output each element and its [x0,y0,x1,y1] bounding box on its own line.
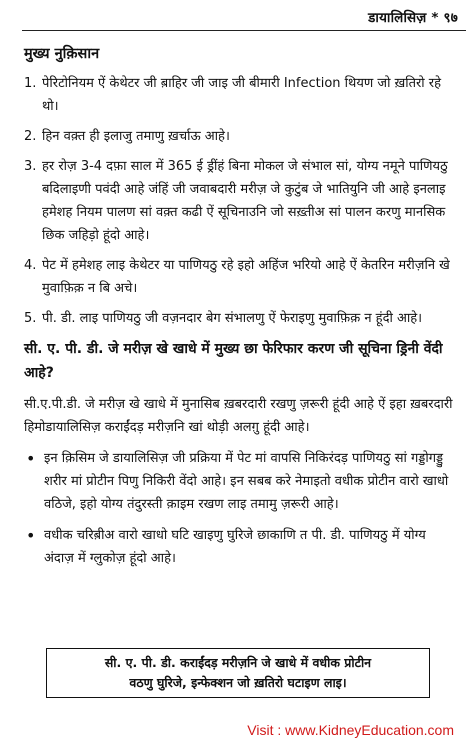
answer-paragraph: सी.ए.पी.डी. जे मरीज़ खे खाधे में मुनासिब ख़बरदारी रखणु ज़रूरी हूंदी आहे ऐं इहा ख़बरदारी हिमोडायालिसिज़ कराईंदड़ मरीज़नि खां थोड़ी अलग़ु हूंदी आहे। [24,397,453,435]
diet-bullets [24,447,454,570]
list-item [24,524,454,570]
item-text: पी. डी. लाइ पाणियठु जी वज़नदार बेग संभालणु ऐं फेराइणु मुवाफ़िक़ न हूंदी आहे। [42,311,423,326]
main-content [24,42,454,578]
highlight-line-2: वठणु घुरिजे, इन्फेक्शन जो ख़तिरो घटाइण लाइ। [129,675,347,690]
item-number: 1. [24,76,37,91]
item-text: पेट में हमेशह लाइ केथेटर या पाणियठु रहे इहो अहिंज भरियो आहे ऐं केतरिन मरीज़नि खे मुवाफ़िक़ न बि अचे। [42,258,450,296]
header-divider [22,30,466,31]
page-header: डायालिसिज़ * ९७ [368,10,458,26]
bullet-icon: • [26,449,36,468]
list-item [24,307,454,330]
list-item [24,72,454,118]
item-text: हर रोज़ 3-4 दफ़ा साल में 365 ई ड्रींहं बिना मोकल जे संभाल सां, योग्य नमूने पाणियठु बदिलाइणी पवंदी आहे जंहिं जी जवाबदारी मरीज़ जे कुटुंब जे भातियुनि जी आहे इनलाइ हमेशह नियम पालण सां वक़्त कढी ऐं सूचिनाउनि जो सख़्तीअ सां पालन करणु मानसिक छिक जहिड़ो हूंदो आहे। [42,159,448,243]
highlight-box [46,648,430,698]
website-footer: Visit : www.KidneyEducation.com [247,722,454,738]
item-number: 2. [24,129,37,144]
list-item [24,254,454,300]
item-number: 5. [24,311,37,326]
section-title: मुख्य नुक़िसान [24,46,100,62]
item-text: पेरिटोनियम ऐं केथेटर जी ब़ाहिर जी जाइ जी बीमारी Infection थियण जो ख़तिरो रहे थो। [42,76,442,114]
item-text: हिन वक़्त ही इलाजु तमाणु ख़र्चाऊ आहे। [42,129,230,144]
highlight-line-1: सी. ए. पी. डी. कराईंदड़ मरीज़नि जे खाधे में वधीक प्रोटीन [104,655,372,670]
item-text: वधीक चरिब़ीअ वारो खाधो घटि खाइणु घुरिजे छाकाणि त पी. डी. पाणियठु में योग्य अंदाज़ में ग्लुकोज़ हूंदो आहे। [44,528,426,566]
question-heading: सी. ए. पी. डी. जे मरीज़ खे खाधे में मुख्य छा फेरिफार करण जी सूचिना ड्रिनी वेंदी आहे? [24,341,443,381]
item-number: 3. [24,159,37,174]
list-item [24,155,454,247]
bullet-icon: • [26,526,36,545]
item-number: 4. [24,258,37,273]
item-text: इन क़िसिम जे डायालिसिज़ जी प्रक्रिया में पेट मां वापसि निकिरंदड़ पाणियठु सां गड्डोगड्डु शरीर मां प्रोटीन पिणु निकिरी वेंदो आहे। इन सबब करे नेमाइतो वधीक प्रोटीन वारो खाधो वठिजे, इहो योग्य तंदुरस्ती क़ाइम रखण लाइ तमामु ज़रूरी आहे। [44,451,449,512]
disadvantages-list [24,72,454,330]
list-item [24,125,454,148]
list-item [24,447,454,516]
